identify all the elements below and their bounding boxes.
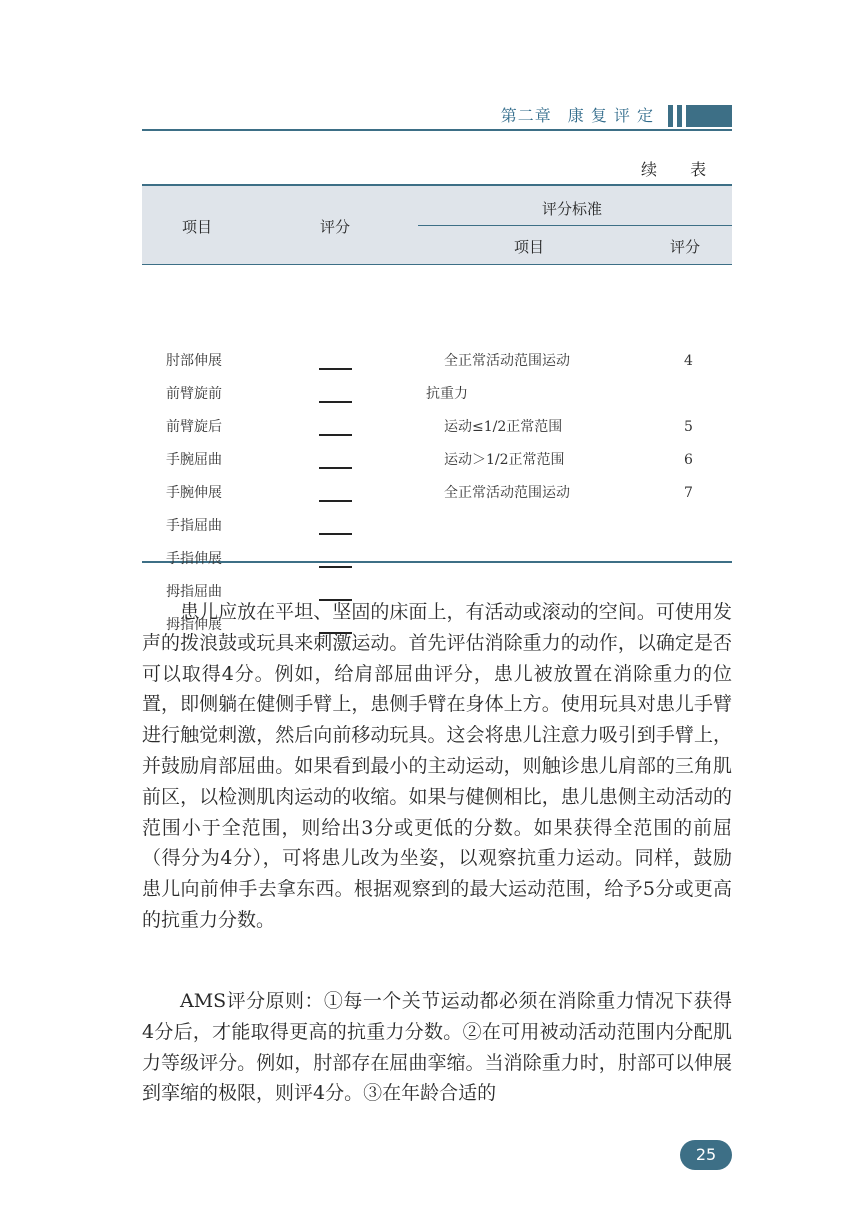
row-criterion: 抗重力 — [426, 386, 468, 402]
table-header — [142, 184, 732, 265]
score-blank — [319, 566, 352, 568]
score-blank — [319, 401, 352, 403]
header-decoration — [668, 105, 732, 127]
header-item: 项目 — [182, 218, 213, 236]
header-criteria-item: 项目 — [514, 238, 545, 256]
row-name: 前臂旋前 — [166, 386, 222, 402]
score-blank — [319, 467, 352, 469]
header-score: 评分 — [320, 218, 351, 236]
row-value: 5 — [684, 419, 693, 435]
row-value: 4 — [684, 353, 693, 369]
body-paragraph-2: AMS评分原则：①每一个关节运动都必须在消除重力情况下获得4分后，才能取得更高的抗重力分数。②在可用被动活动范围内分配肌力等级评分。例如，肘部存在屈曲挛缩。当消除重力时，肘部可以伸展到挛缩的极限，则评4分。③在年龄合适的 — [142, 990, 732, 1105]
row-name: 肘部伸展 — [166, 353, 222, 369]
running-header-title — [501, 104, 654, 128]
row-name: 手腕屈曲 — [166, 452, 222, 468]
row-name: 前臂旋后 — [166, 419, 222, 435]
running-header — [142, 104, 732, 132]
row-name: 手指伸展 — [166, 551, 222, 567]
row-name: 手腕伸展 — [166, 485, 222, 501]
score-blank — [319, 434, 352, 436]
row-value: 6 — [684, 452, 693, 468]
row-criterion: 全正常活动范围运动 — [444, 353, 570, 369]
table-continued-label: 续 表 — [641, 160, 721, 179]
row-value: 7 — [684, 485, 693, 501]
row-criterion: 运动≤1/2正常范围 — [444, 419, 563, 435]
scoring-table — [142, 184, 732, 633]
page-number: 25 — [680, 1140, 732, 1170]
chapter-label: 第二章 — [500, 106, 552, 125]
chapter-title: 康 复 评 定 — [567, 106, 654, 125]
header-criteria: 评分标准 — [542, 200, 603, 218]
score-blank — [319, 533, 352, 535]
score-blank — [319, 500, 352, 502]
header-criteria-score: 评分 — [670, 238, 701, 256]
row-name: 手指屈曲 — [166, 518, 222, 534]
header-divider — [418, 225, 732, 226]
header-rule — [142, 129, 732, 131]
row-criterion: 运动＞1/2正常范围 — [444, 452, 565, 468]
row-criterion: 全正常活动范围运动 — [444, 485, 570, 501]
row-name: 拇指屈曲 — [166, 584, 222, 600]
table-body — [142, 265, 732, 633]
score-blank — [319, 368, 352, 370]
row-name: 拇指伸展 — [166, 617, 222, 633]
body-paragraph-1: 患儿应放在平坦、坚固的床面上，有活动或滚动的空间。可使用发声的拨浪鼓或玩具来刺激运动。首先评估消除重力的动作，以确定是否可以取得4分。例如，给肩部屈曲评分，患儿被放置在消除重力的位置，即侧躺在健侧手臂上，患侧手臂在身体上方。使用玩具对患儿手臂进行触觉刺激，然后向前移动玩具。这会将患儿注意力吸引到手臂上，并鼓励肩部屈曲。如果看到最小的主动运动，则触诊患儿肩部的三角肌前区，以检测肌肉运动的收缩。如果与健侧相比，患儿患侧主动活动的范围小于全范围，则给出3分或更低的分数。如果获得全范围的前屈（得分为4分），可将患儿改为坐姿，以观察抗重力运动。同样，鼓励患儿向前伸手去拿东西。根据观察到的最大运动范围，给予5分或更高的抗重力分数。 — [142, 601, 732, 931]
